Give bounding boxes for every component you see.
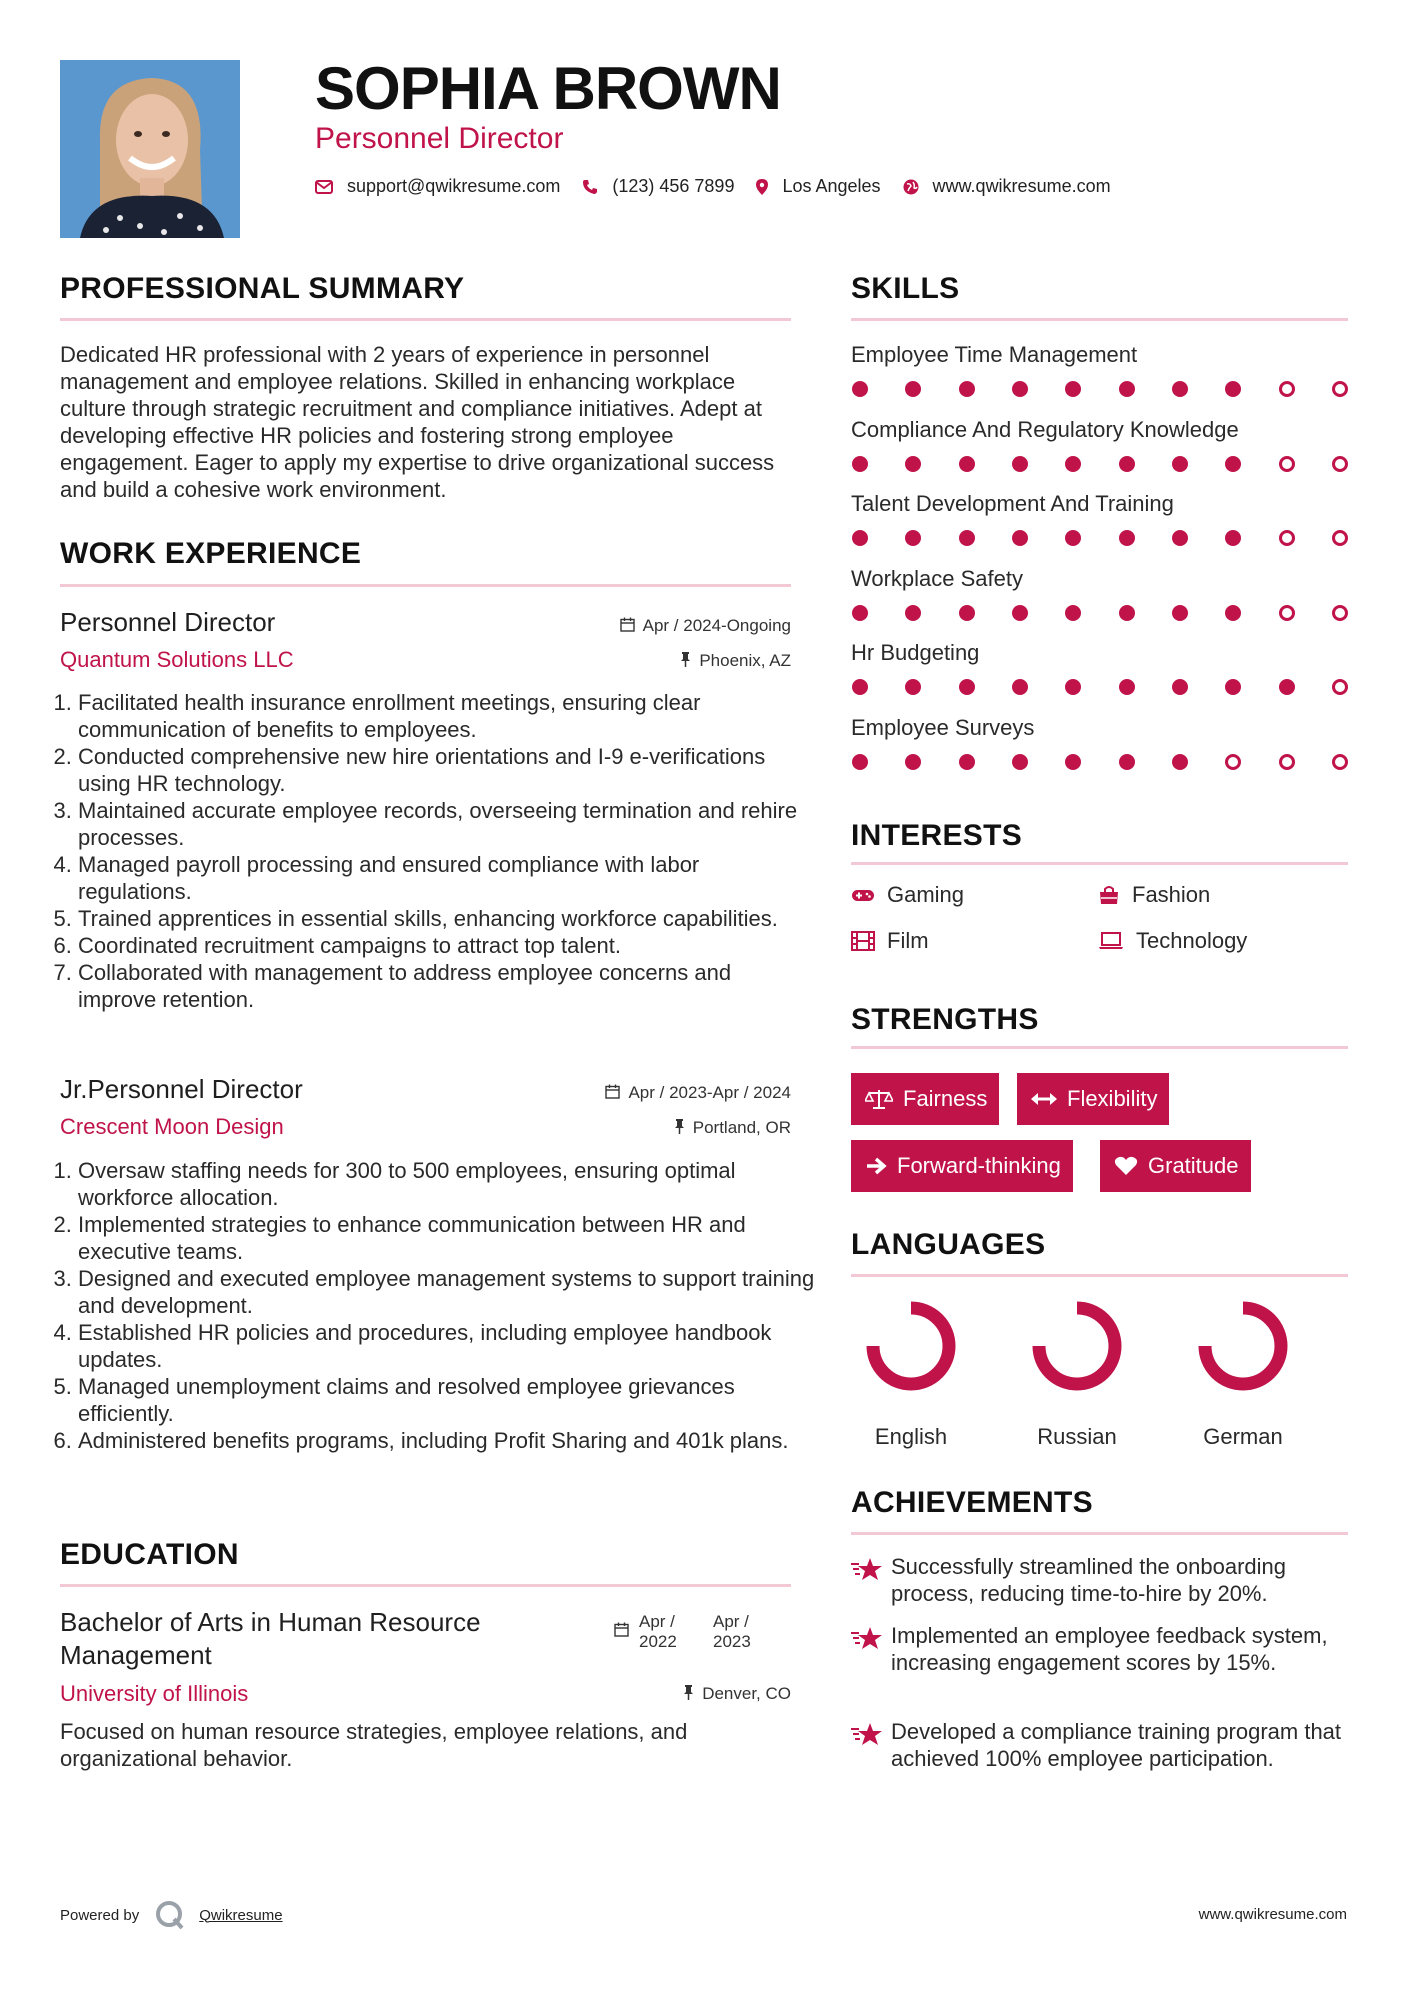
education-description: Focused on human resource strategies, employee relations, and organizational behavior. bbox=[60, 1719, 688, 1771]
rating-dot-filled bbox=[852, 754, 868, 770]
rating-dot-filled bbox=[1065, 679, 1081, 695]
heart-icon bbox=[1114, 1156, 1138, 1176]
calendar-icon bbox=[614, 1612, 629, 1652]
pushpin-icon bbox=[683, 1685, 694, 1704]
company-name: Crescent Moon Design bbox=[60, 1114, 284, 1139]
rating-dot-filled bbox=[1012, 754, 1028, 770]
rating-dot-filled bbox=[852, 381, 868, 397]
calendar-icon bbox=[620, 617, 635, 636]
education-location-text: Denver, CO bbox=[702, 1684, 791, 1703]
rating-dot-filled bbox=[1012, 381, 1028, 397]
pushpin-icon bbox=[674, 1119, 685, 1138]
list-item: 4. Established HR policies and procedures, including employee handbook updates. bbox=[78, 1319, 818, 1373]
rating-dot-filled bbox=[1225, 381, 1241, 397]
job-bullets bbox=[60, 689, 813, 1013]
rating-dot-filled bbox=[1225, 456, 1241, 472]
list-item: 7. Collaborated with management to address employee concerns and improve retention. bbox=[78, 959, 813, 1013]
skill-name: Compliance And Regulatory Knowledge bbox=[851, 416, 1239, 442]
rating-dot-empty bbox=[1279, 456, 1295, 472]
rating-dot-filled bbox=[852, 456, 868, 472]
rating-dot-filled bbox=[905, 381, 921, 397]
skills-heading: SKILLS bbox=[851, 272, 960, 305]
rating-dot-filled bbox=[1172, 605, 1188, 621]
strength-label: Forward-thinking bbox=[897, 1153, 1061, 1178]
job-title: Personnel Director bbox=[60, 607, 276, 637]
location-text: Los Angeles bbox=[782, 176, 881, 196]
rating-dot-filled bbox=[1172, 381, 1188, 397]
interest-label: Gaming bbox=[887, 882, 965, 907]
rating-dot-filled bbox=[1065, 456, 1081, 472]
rating-dot-filled bbox=[1065, 530, 1081, 546]
rating-dot-filled bbox=[1225, 530, 1241, 546]
list-item: 2. Conducted comprehensive new hire orientations and I-9 e-verifications using HR technology. bbox=[78, 743, 813, 797]
rating-dot-filled bbox=[959, 530, 975, 546]
contact-email[interactable] bbox=[315, 176, 560, 197]
phone-text: (123) 456 7899 bbox=[612, 176, 735, 196]
trophy-star-icon bbox=[851, 1553, 891, 1607]
rating-dot-filled bbox=[959, 605, 975, 621]
experience-heading: WORK EXPERIENCE bbox=[60, 537, 362, 570]
list-item: 4. Managed payroll processing and ensured compliance with labor regulations. bbox=[78, 851, 813, 905]
rating-dot-filled bbox=[959, 679, 975, 695]
rating-dot-empty bbox=[1225, 754, 1241, 770]
skill-name: Workplace Safety bbox=[851, 565, 1024, 591]
list-item: 6. Coordinated recruitment campaigns to attract top talent. bbox=[78, 932, 813, 959]
rating-dot-filled bbox=[905, 530, 921, 546]
rating-dot-filled bbox=[1012, 456, 1028, 472]
qwikresume-logo-icon bbox=[155, 1900, 185, 1930]
strengths-heading: STRENGTHS bbox=[851, 1003, 1039, 1036]
education-end-date: Apr / 2023 bbox=[713, 1612, 751, 1651]
language-label: German bbox=[1203, 1424, 1283, 1449]
rating-dot-empty bbox=[1279, 605, 1295, 621]
job-location bbox=[560, 1118, 791, 1138]
candidate-name: SOPHIA BROWN bbox=[315, 55, 781, 122]
rating-dot-filled bbox=[905, 754, 921, 770]
footer-website[interactable]: www.qwikresume.com bbox=[1198, 1906, 1347, 1923]
qwikresume-link[interactable]: Qwikresume bbox=[199, 1906, 283, 1924]
trophy-star-icon bbox=[851, 1718, 891, 1772]
achievement-text: Implemented an employee feedback system, increasing engagement scores by 15%. bbox=[891, 1623, 1328, 1675]
skill-rating bbox=[852, 754, 1348, 770]
achievement-item bbox=[851, 1553, 1351, 1607]
achievements-divider bbox=[851, 1532, 1348, 1535]
job-dates bbox=[560, 616, 791, 636]
degree-title: Bachelor of Arts in Human Resource Management bbox=[60, 1607, 481, 1670]
rating-dot-filled bbox=[905, 605, 921, 621]
rating-dot-filled bbox=[1012, 679, 1028, 695]
interest-label: Fashion bbox=[1132, 882, 1211, 907]
achievement-text: Successfully streamlined the onboarding process, reducing time-to-hire by 20%. bbox=[891, 1554, 1287, 1606]
contact-bar bbox=[315, 176, 1133, 197]
rating-dot-filled bbox=[905, 456, 921, 472]
summary-text: Dedicated HR professional with 2 years of experience in personnel management and employee relations. Skilled in enhancing workplace culture through strategic recruitment and compliance initiatives. Adept at developing effective HR policies and fostering strong employee engagement. Eager to apply my expertise to drive organizational success and build a cohesive work environment. bbox=[60, 342, 775, 502]
list-item: 2. Implemented strategies to enhance communication between HR and executive teams. bbox=[78, 1211, 818, 1265]
rating-dot-filled bbox=[1012, 605, 1028, 621]
rating-dot-filled bbox=[852, 530, 868, 546]
education-start-date: Apr / 2022 bbox=[639, 1612, 677, 1651]
rating-dot-filled bbox=[1119, 381, 1135, 397]
job-bullets bbox=[60, 1157, 818, 1454]
strength-badge bbox=[851, 1073, 999, 1125]
job-location bbox=[560, 651, 791, 671]
summary-divider bbox=[60, 318, 791, 321]
list-item: 1. Facilitated health insurance enrollment meetings, ensuring clear communication of benefits to employees. bbox=[78, 689, 813, 743]
job-location-text: Phoenix, AZ bbox=[699, 651, 791, 670]
skill-name: Talent Development And Training bbox=[851, 491, 1174, 516]
languages-heading: LANGUAGES bbox=[851, 1228, 1046, 1261]
education-location bbox=[560, 1684, 791, 1704]
strength-badge bbox=[851, 1140, 1073, 1192]
language-gauge bbox=[863, 1298, 959, 1394]
rating-dot-filled bbox=[1012, 530, 1028, 546]
strength-badge bbox=[1017, 1073, 1169, 1125]
powered-by-text: Powered by bbox=[60, 1906, 140, 1924]
candidate-title: Personnel Director bbox=[315, 122, 564, 155]
rating-dot-empty bbox=[1332, 754, 1348, 770]
rating-dot-filled bbox=[1225, 679, 1241, 695]
trophy-star-icon bbox=[851, 1622, 891, 1676]
strength-label: Flexibility bbox=[1067, 1086, 1158, 1111]
footer-powered-by bbox=[60, 1900, 283, 1930]
experience-divider bbox=[60, 584, 791, 587]
gamepad-icon bbox=[851, 887, 875, 903]
rating-dot-filled bbox=[1225, 605, 1241, 621]
rating-dot-filled bbox=[852, 679, 868, 695]
rating-dot-filled bbox=[852, 605, 868, 621]
list-item: 5. Trained apprentices in essential skills, enhancing workforce capabilities. bbox=[78, 905, 813, 932]
job-location-text: Portland, OR bbox=[692, 1118, 791, 1137]
rating-dot-filled bbox=[1279, 679, 1295, 695]
rating-dot-filled bbox=[1172, 679, 1188, 695]
rating-dot-filled bbox=[1172, 754, 1188, 770]
job-dates bbox=[520, 1083, 791, 1103]
language-item bbox=[851, 1298, 971, 1450]
rating-dot-filled bbox=[959, 456, 975, 472]
rating-dot-filled bbox=[1119, 456, 1135, 472]
rating-dot-empty bbox=[1279, 381, 1295, 397]
rating-dot-empty bbox=[1332, 605, 1348, 621]
language-item bbox=[1017, 1298, 1137, 1450]
achievements-heading: ACHIEVEMENTS bbox=[851, 1486, 1093, 1519]
rating-dot-empty bbox=[1332, 679, 1348, 695]
achievement-item bbox=[851, 1622, 1351, 1676]
map-pin-icon bbox=[756, 179, 768, 195]
rating-dot-filled bbox=[1065, 754, 1081, 770]
summary-heading: PROFESSIONAL SUMMARY bbox=[60, 272, 465, 305]
rating-dot-filled bbox=[1119, 530, 1135, 546]
education-divider bbox=[60, 1584, 791, 1587]
pushpin-icon bbox=[680, 652, 691, 671]
strength-label: Fairness bbox=[903, 1086, 988, 1111]
rating-dot-filled bbox=[959, 754, 975, 770]
rating-dot-filled bbox=[905, 679, 921, 695]
rating-dot-empty bbox=[1279, 754, 1295, 770]
rating-dot-empty bbox=[1332, 381, 1348, 397]
interest-film bbox=[851, 928, 929, 954]
rating-dot-filled bbox=[1172, 530, 1188, 546]
interest-fashion bbox=[1098, 882, 1210, 908]
job-dates-text: Apr / 2024-Ongoing bbox=[642, 616, 791, 635]
arrow-right-icon bbox=[865, 1156, 887, 1176]
skill-name: Employee Surveys bbox=[851, 714, 1035, 740]
job-dates-text: Apr / 2023-Apr / 2024 bbox=[628, 1083, 791, 1102]
laptop-icon bbox=[1098, 932, 1124, 950]
calendar-icon bbox=[605, 1084, 620, 1103]
interest-technology bbox=[1098, 928, 1247, 954]
balance-scale-icon bbox=[865, 1088, 893, 1110]
arrows-horizontal-icon bbox=[1031, 1092, 1057, 1106]
globe-icon bbox=[903, 179, 919, 195]
language-level-arc bbox=[873, 1308, 949, 1384]
profile-photo bbox=[60, 60, 240, 238]
skill-rating bbox=[852, 679, 1348, 695]
strength-label: Gratitude bbox=[1148, 1153, 1239, 1178]
company-name: Quantum Solutions LLC bbox=[60, 647, 294, 672]
shopping-bag-icon bbox=[1098, 885, 1120, 905]
languages-divider bbox=[851, 1274, 1348, 1277]
education-heading: EDUCATION bbox=[60, 1538, 239, 1571]
rating-dot-filled bbox=[1172, 456, 1188, 472]
achievement-text: Developed a compliance training program that achieved 100% employee participation. bbox=[891, 1719, 1342, 1771]
language-item bbox=[1183, 1298, 1303, 1450]
list-item: 3. Maintained accurate employee records, overseeing termination and rehire processes. bbox=[78, 797, 813, 851]
website-text: www.qwikresume.com bbox=[932, 176, 1111, 196]
skill-rating bbox=[852, 456, 1348, 472]
film-icon bbox=[851, 931, 875, 951]
language-level-arc bbox=[1205, 1308, 1281, 1384]
education-dates bbox=[614, 1612, 765, 1652]
list-item: 3. Designed and executed employee management systems to support training and development. bbox=[78, 1265, 818, 1319]
interests-divider bbox=[851, 862, 1348, 865]
list-item: 6. Administered benefits programs, including Profit Sharing and 401k plans. bbox=[78, 1427, 818, 1454]
skill-name: Employee Time Management bbox=[851, 342, 1138, 367]
skill-rating bbox=[852, 530, 1348, 546]
rating-dot-filled bbox=[959, 381, 975, 397]
skill-name: Hr Budgeting bbox=[851, 640, 980, 665]
rating-dot-filled bbox=[1119, 754, 1135, 770]
skill-rating bbox=[852, 605, 1348, 621]
interests-heading: INTERESTS bbox=[851, 819, 1023, 852]
rating-dot-filled bbox=[1065, 381, 1081, 397]
language-level-arc bbox=[1039, 1308, 1115, 1384]
job-title: Jr.Personnel Director bbox=[60, 1074, 303, 1104]
contact-location bbox=[756, 176, 880, 197]
language-label: English bbox=[874, 1424, 948, 1449]
rating-dot-empty bbox=[1332, 530, 1348, 546]
skills-divider bbox=[851, 318, 1348, 321]
strength-badge bbox=[1100, 1140, 1251, 1192]
strengths-divider bbox=[851, 1046, 1348, 1049]
rating-dot-filled bbox=[1119, 605, 1135, 621]
achievement-item bbox=[851, 1718, 1351, 1772]
list-item: 5. Managed unemployment claims and resolved employee grievances efficiently. bbox=[78, 1373, 818, 1427]
interest-label: Film bbox=[887, 928, 929, 953]
rating-dot-filled bbox=[1119, 679, 1135, 695]
contact-website[interactable] bbox=[903, 176, 1111, 197]
list-item: 1. Oversaw staffing needs for 300 to 500 employees, ensuring optimal workforce allocation. bbox=[78, 1157, 818, 1211]
rating-dot-empty bbox=[1332, 456, 1348, 472]
language-label: Russian bbox=[1037, 1424, 1117, 1449]
skill-rating bbox=[852, 381, 1348, 397]
language-gauge bbox=[1029, 1298, 1125, 1394]
contact-phone[interactable] bbox=[582, 176, 734, 197]
email-text: support@qwikresume.com bbox=[347, 176, 561, 196]
interest-gaming bbox=[851, 882, 964, 908]
rating-dot-filled bbox=[1065, 605, 1081, 621]
language-gauge bbox=[1195, 1298, 1291, 1394]
phone-icon bbox=[582, 179, 598, 195]
envelope-icon bbox=[315, 180, 333, 194]
rating-dot-empty bbox=[1279, 530, 1295, 546]
school-name: University of Illinois bbox=[60, 1681, 249, 1706]
interest-label: Technology bbox=[1136, 928, 1248, 953]
